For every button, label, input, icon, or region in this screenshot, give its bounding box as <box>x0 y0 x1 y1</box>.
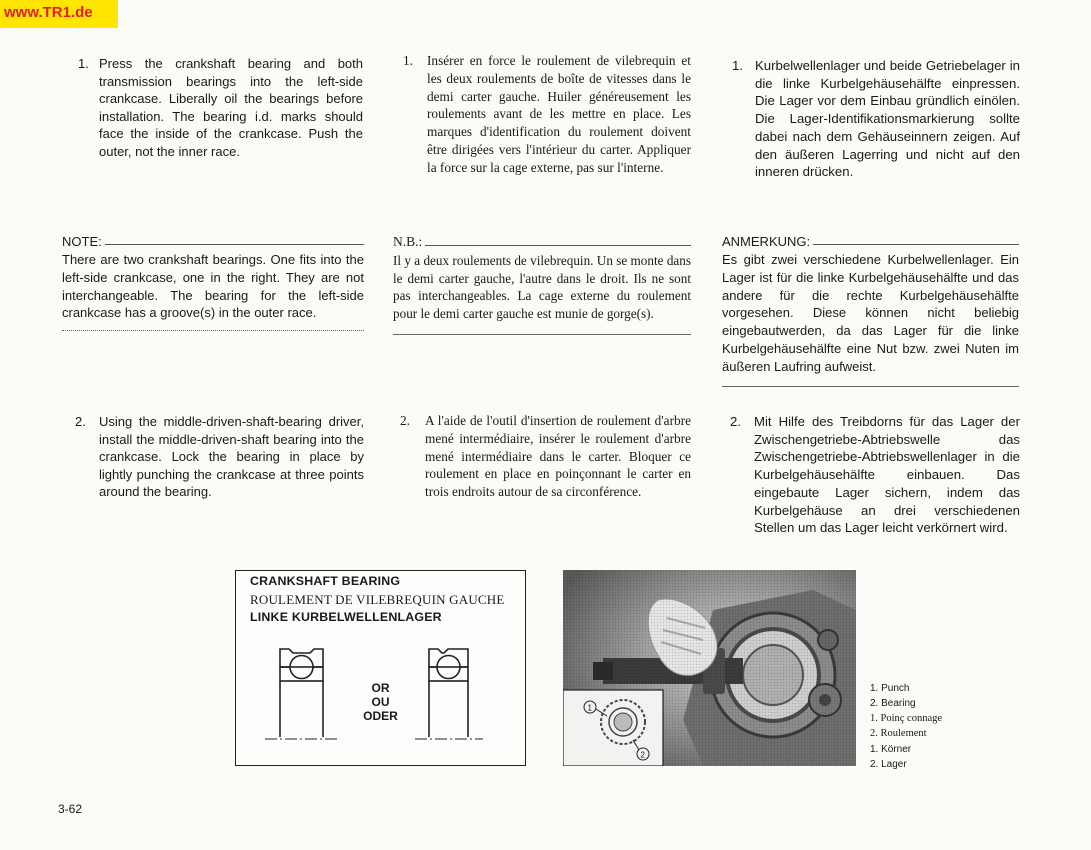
step-number: 2. <box>75 414 86 429</box>
legend-fr-1: 1. Poinç connage <box>870 713 943 724</box>
crankcase-photo-illustration <box>563 570 856 766</box>
legend-en-2: 2. Bearing <box>870 697 916 709</box>
note-heading <box>62 234 364 249</box>
installation-photo <box>563 570 856 766</box>
step-number: 2. <box>400 413 410 428</box>
legend-fr-2: 2. Roulement <box>870 727 927 739</box>
bearing-diagram-figure <box>235 570 526 766</box>
note-end-rule <box>393 334 691 335</box>
step-number: 1. <box>78 56 89 71</box>
legend-de-2: 2. Lager <box>870 758 907 770</box>
step2-english <box>75 413 364 523</box>
step-text: Press the crankshaft bearing and both transmission bearings into the left-side crankcase. Liberally oil the bearings before installation. The bearing i.d. marks should face the inside of the crankcase. Push the outer, not the inner race. <box>99 56 363 159</box>
figure-caption-french: ROULEMENT DE VILEBREQUIN GAUCHE <box>250 592 505 607</box>
note-end-rule <box>62 330 364 331</box>
note-french <box>393 234 691 335</box>
or-label-english: OR <box>371 681 390 695</box>
step-text: Mit Hilfe des Treibdorns für das Lager der Zwischengetriebe-Abtriebswelle das Zwischengetriebe-Abtriebswellenlager in die Kurbelgehäusehälfte einbauen. Das eingebaute Lager sichern, indem das Kurbelgehäuse an drei verschiedenen Stellen um das Lager leicht verkörnert wird. <box>754 414 1020 536</box>
bearing-cross-section-diagram <box>235 570 526 766</box>
note-heading <box>722 234 1019 249</box>
photo-callout-2: 2 <box>640 750 645 760</box>
note-text: Es gibt zwei verschiedene Kurbelwellenlager. Ein Lager ist für die linke Kurbelgehäusehälfte und das andere für die rechte Kurbelgehäusehälfte vorgesehen. Diese können nicht beliebig eingebautwerden, da das Lager für die linke Kurbelgehäusehälfte eine Nut bzw. zwei Nuten im äußeren Laufring aufweist. <box>722 252 1019 374</box>
note-german <box>722 234 1019 387</box>
step-text: Insérer en force le roulement de vilebrequin et les deux roulements de boîte de vitesses dans le demi carter gauche. Huiler généreusement les roulements avant de les mettre en place. Les marques d'identification du roulement doivent être dirigées vers l'intérieur du carter. Appliquer la force sur la cage externe, pas sur l'interne. <box>427 53 691 175</box>
watermark-banner: www.TR1.de <box>0 0 118 28</box>
figure-caption-german: LINKE KURBELWELLENLAGER <box>250 610 442 624</box>
step-number: 2. <box>730 414 741 429</box>
step1-french <box>403 52 691 217</box>
step-number: 1. <box>732 58 743 73</box>
step-number: 1. <box>403 53 413 68</box>
page-number: 3-62 <box>58 802 83 816</box>
photo-legend <box>870 682 942 772</box>
step-text: A l'aide de l'outil d'insertion de roulement d'arbre mené intermédiaire, insérer le roulement d'arbre mené intermédiaire dans le carter. Bloquer ce roulement en place en poinçonnant le carter en trois endroits autour de sa circonférence. <box>425 413 691 500</box>
step1-english <box>78 55 364 185</box>
step2-german <box>730 413 1020 558</box>
note-heading-label: NOTE: <box>62 234 102 249</box>
legend-en-1: 1. Punch <box>870 683 910 694</box>
step-text: Kurbelwellenlager und beide Getriebelager in die linke Kurbelgehäusehälfte einpressen. Die Lager vor dem Einbau gründlich einölen. Die Lager-Identifikationsmarkierung sollte dabei nach dem Gehäuseinnern zeigen. Auf den äußeren Lagerring und nicht auf den inneren drücken. <box>755 58 1020 180</box>
photo-callout-1: 1 <box>587 703 592 713</box>
heading-rule <box>105 244 364 245</box>
note-end-rule <box>722 386 1019 387</box>
step1-german <box>732 57 1020 202</box>
legend-de-1: 1. Körner <box>870 744 912 755</box>
figure-caption-english: CRANKSHAFT BEARING <box>250 574 401 588</box>
note-heading-label: N.B.: <box>393 234 423 249</box>
note-text: Il y a deux roulements de vilebrequin. Un se monte dans le demi carter gauche, l'autre dans le droit. Ils ne sont pas interchangeables. La cage externe du roulement pour le demi carter gauche est munie de gorge(s). <box>393 253 691 321</box>
note-heading-label: ANMERKUNG: <box>722 234 811 249</box>
step2-french <box>400 412 691 522</box>
heading-rule <box>813 244 1019 245</box>
step-text: Using the middle-driven-shaft-bearing driver, install the middle-driven-shaft bearing into the crankcase. Lock the bearing in place by lightly punching the crankcase at three points around the bearing. <box>99 414 364 500</box>
note-english <box>62 234 364 331</box>
note-text: There are two crankshaft bearings. One fits into the left-side crankcase, one in the right. They are not interchangeable. The bearing for the left-side crankcase has a groove(s) in the outer race. <box>62 252 364 321</box>
or-label-french: OU <box>371 695 390 709</box>
or-label-german: ODER <box>363 709 398 723</box>
heading-rule <box>425 245 691 246</box>
note-heading <box>393 234 691 250</box>
